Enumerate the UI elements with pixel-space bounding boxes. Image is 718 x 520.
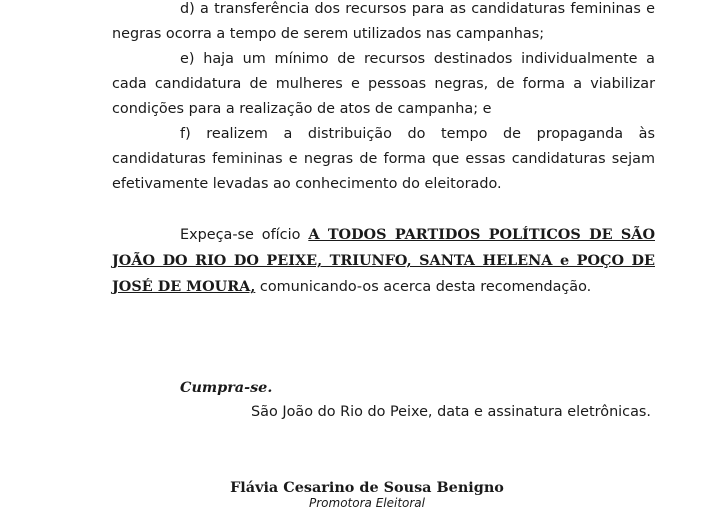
item-d-paragraph: d) a transferência dos recursos para as candidaturas femininas e negras ocorra a tempo de serem utilizados nas campanhas; xyxy=(112,1,655,43)
signature-name: Flávia Cesarino de Sousa Benigno xyxy=(230,479,504,496)
expeca-prefix: Expeça-se ofício xyxy=(180,227,309,243)
signature-role: Promotora Eleitoral xyxy=(309,496,425,510)
expeca-paragraph xyxy=(112,222,655,301)
place-date-text: São João do Rio do Peixe, data e assinatura eletrônicas. xyxy=(251,404,651,420)
item-e-paragraph: e) haja um mínimo de recursos destinados individualmente a cada candidatura de mulheres e pessoas negras, de forma a viabilizar condições para a realização de atos de campanha; e xyxy=(112,51,655,118)
recipients-text: A TODOS PARTIDOS POLÍTICOS DE SÃO JOÃO DO RIO DO PEIXE, TRIUNFO, SANTA HELENA e POÇO DE JOSÉ DE MOURA, xyxy=(112,226,655,296)
expeca-suffix: comunicando-os acerca desta recomendação. xyxy=(255,279,592,296)
closing-text: Cumpra-se. xyxy=(180,379,273,396)
item-f-paragraph: f) realizem a distribuição do tempo de propaganda às candidaturas femininas e negras de forma que essas candidaturas sejam efetivamente levadas ao conhecimento do eleitorado. xyxy=(112,126,655,193)
